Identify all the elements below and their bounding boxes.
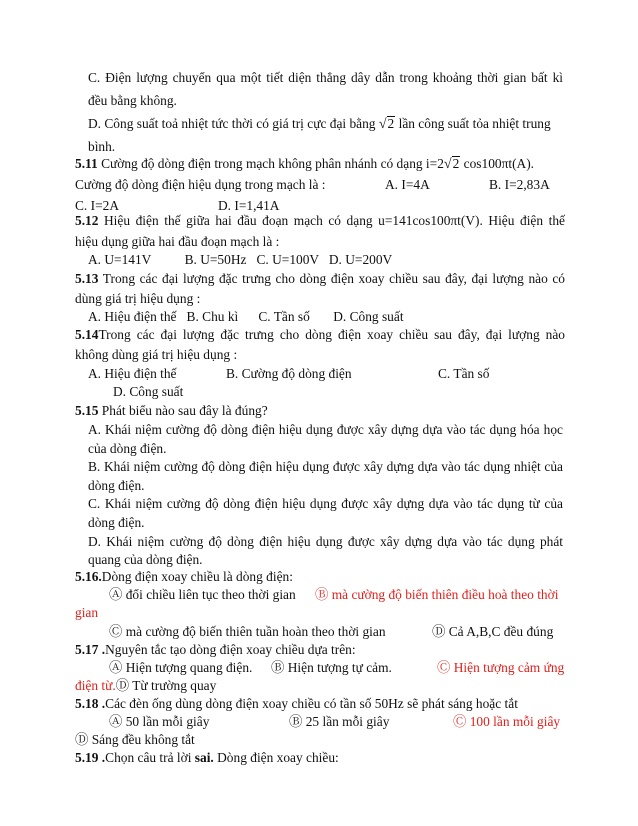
question-text: Phát biểu nào sau đây là đúng? (101, 403, 268, 418)
answer-c: C. Tần số (438, 366, 490, 381)
question-5-13 (75, 268, 565, 289)
question-number: 5.12 (75, 213, 99, 228)
question-number: 5.19 . (75, 750, 106, 765)
answer-d: Ⓓ Sáng đều không tắt (75, 732, 195, 747)
question-5-19 (75, 747, 565, 768)
answer-a: A. Hiệu điện thế (88, 366, 177, 381)
question-5-13-options: A. Hiệu điện thế B. Chu kì C. Tần số D. Công suất (88, 309, 404, 324)
question-text: Dòng điện xoay chiều là dòng điện: (101, 569, 293, 584)
question-5-15 (75, 400, 565, 421)
answer-c: Ⓒ mà cường độ biến thiên tuần hoàn theo thời gian (109, 624, 386, 639)
question-5-13-line2: dùng giá trị hiệu dụng : (75, 291, 201, 306)
answer-a-line1: A. Khái niệm cường độ dòng điện hiệu dụng được xây dựng dựa vào tác dụng hóa học (88, 422, 563, 437)
question-text: Cường độ dòng điện hiệu dụng trong mạch là : (75, 177, 326, 192)
question-5-12-line2: hiệu dụng giữa hai đầu đoạn mạch là : (75, 234, 280, 249)
question-text: Hiệu điện thế giữa hai đầu đoạn mạch có dạng u=141cos100πt(V). Hiệu điện thế (104, 213, 565, 228)
question-text-tail: Dòng điện xoay chiều: (217, 750, 339, 765)
answer-c-cont: điện từ. (75, 678, 116, 693)
answer-d: Ⓓ Cả A,B,C đều đúng (432, 624, 554, 639)
option-d-line2: bình. (88, 139, 116, 154)
option-c-line2: đều bằng không. (88, 93, 177, 108)
question-bold-word: sai. (194, 750, 214, 765)
question-5-12-options: A. U=141V B. U=50Hz C. U=100V D. U=200V (88, 252, 393, 267)
option-d-prefix: D. Công suất toả nhiệt tức thời có giá trị cực đại bằng (88, 116, 376, 131)
answer-b: B. I=2,83A (489, 177, 550, 192)
question-5-11 (75, 153, 565, 174)
option-c-line1: C. Điện lượng chuyển qua một tiết diện thẳng dây dẫn trong khoảng thời gian bất kì (88, 70, 563, 85)
question-text: Các đèn ống dùng dòng điện xoay chiều có tần số 50Hz sẽ phát sáng hoặc tắt (105, 696, 518, 711)
answer-c: C. I=2A (75, 198, 120, 213)
answer-c-line2: dòng điện. (88, 515, 145, 530)
question-text: Chọn câu trả lời (105, 750, 192, 765)
answer-b-cont: gian (75, 605, 99, 620)
answer-b: B. Cường độ dòng điện (226, 366, 352, 381)
answer-a: Ⓐ đổi chiều liên tục theo thời gian (109, 587, 296, 602)
answer-b-line1: B. Khái niệm cường độ dòng điện hiệu dụng được xây dựng dựa vào tác dụng nhiệt của (88, 459, 563, 474)
question-number: 5.15 (75, 403, 99, 418)
question-5-11-line2 (75, 174, 565, 195)
question-5-14-options-2 (75, 381, 565, 402)
question-number: 5.16. (75, 569, 102, 584)
answer-d: Ⓓ Từ trường quay (115, 678, 217, 693)
question-5-12 (75, 210, 565, 231)
answer-c: Ⓒ 100 lần mỗi giây (453, 714, 561, 729)
question-5-14-line2: không dùng giá trị hiệu dụng : (75, 347, 238, 362)
answer-d: D. I=1,41A (218, 198, 280, 213)
sqrt-symbol: √2 (378, 116, 395, 132)
question-text: Cường độ dòng điện trong mạch không phân nhánh có dạng i=2 (101, 156, 444, 171)
question-number: 5.14 (75, 327, 99, 342)
option-d-suffix: lần công suất tỏa nhiệt trung (398, 116, 551, 131)
answer-c-line1: C. Khái niệm cường độ dòng điện hiệu dụng được xây dựng dựa vào tác dụng từ của (88, 496, 563, 511)
answer-b: Ⓑ Hiện tượng tự cảm. (271, 660, 392, 675)
question-text-suffix: cos100πt(A). (463, 156, 535, 171)
answer-b: Ⓑ 25 lần mỗi giây (289, 714, 390, 729)
question-number: 5.13 (75, 271, 99, 286)
question-5-14 (75, 324, 565, 345)
question-5-16-options-2 (75, 602, 565, 623)
question-text: Trong các đại lượng đặc trưng cho dòng điện xoay chiều sau đây, đại lượng nào có (102, 271, 565, 286)
answer-d-line2: quang của dòng điện. (88, 552, 203, 567)
answer-a-line2: của dòng điện. (88, 441, 167, 456)
question-number: 5.18 . (75, 696, 106, 711)
option-d-line1 (88, 113, 563, 134)
answer-a: Ⓐ 50 lần mỗi giây (109, 714, 210, 729)
answer-d: D. Công suất (113, 384, 184, 399)
question-text: Trong các đại lượng đặc trưng cho dòng điện xoay chiều sau đây, đại lượng nào (98, 327, 565, 342)
answer-d-line1: D. Khái niệm cường độ dòng điện hiệu dụng được xây dựng dựa vào tác dụng phát (88, 534, 563, 549)
question-number: 5.11 (75, 156, 98, 171)
answer-a: Ⓐ Hiện tượng quang điện. (109, 660, 253, 675)
question-text: Nguyên tắc tạo dòng điện xoay chiều dựa trên: (105, 642, 356, 657)
answer-b: Ⓑ mà cường độ biến thiên điều hoà theo thời (315, 587, 559, 602)
sqrt-symbol: √2 (443, 156, 460, 172)
answer-c: Ⓒ Hiện tượng cảm ứng (437, 660, 565, 675)
question-number: 5.17 . (75, 642, 106, 657)
answer-a: A. I=4A (385, 177, 430, 192)
answer-b-line2: dòng điện. (88, 478, 145, 493)
